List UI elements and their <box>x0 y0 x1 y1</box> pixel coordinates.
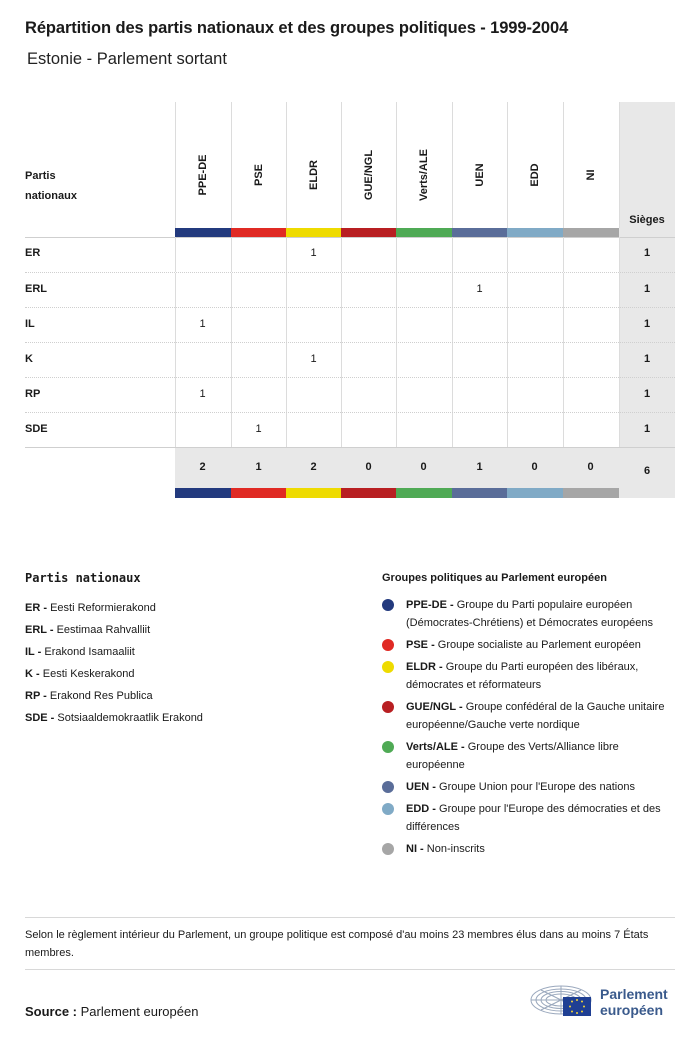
column-divider <box>175 378 176 413</box>
table-row <box>25 272 675 307</box>
party-code: K <box>25 353 33 365</box>
party-abbr: ERL - <box>25 624 54 636</box>
party-code: SDE <box>25 423 48 435</box>
group-total-color-bar <box>231 488 287 498</box>
group-total: 2 <box>199 461 206 473</box>
group-total: 1 <box>255 461 262 473</box>
group-color-bar <box>396 228 452 237</box>
column-divider <box>563 102 564 228</box>
group-header-label: UEN <box>473 163 486 187</box>
group-column-header <box>470 140 490 210</box>
column-divider <box>231 308 232 343</box>
source-value: Parlement européen <box>80 1004 199 1019</box>
group-color-dot-icon <box>382 781 394 793</box>
seat-cell: 1 <box>199 388 206 400</box>
column-divider <box>286 308 287 343</box>
column-divider <box>507 102 508 228</box>
divider <box>25 969 675 970</box>
column-divider <box>175 413 176 448</box>
column-divider <box>563 237 564 272</box>
political-group-item <box>382 658 677 694</box>
group-total-color-bar <box>175 488 231 498</box>
party-abbr: SDE - <box>25 712 55 724</box>
group-total: 1 <box>476 461 483 473</box>
group-color-dot-icon <box>382 843 394 855</box>
group-column-header <box>581 140 601 210</box>
party-name: Erakond Res Publica <box>49 690 153 702</box>
seat-cell: 1 <box>310 247 317 259</box>
group-total: 0 <box>365 461 372 473</box>
group-name: Groupe confédéral de la Gauche unitaire européenne/Gauche verte nordique <box>406 701 665 731</box>
column-divider <box>507 343 508 378</box>
page-subtitle: Estonie - Parlement sortant <box>27 50 227 68</box>
column-divider <box>507 378 508 413</box>
political-group-item <box>382 800 677 836</box>
column-divider <box>396 343 397 378</box>
column-divider <box>452 237 453 272</box>
column-divider <box>563 308 564 343</box>
column-divider <box>175 343 176 378</box>
party-abbr: K - <box>25 668 40 680</box>
seats-column-header: Sièges <box>629 214 665 226</box>
national-party-item <box>25 619 345 641</box>
party-name: Eesti Reformierakond <box>50 602 156 614</box>
group-color-bar <box>507 228 563 237</box>
group-color-dot-icon <box>382 701 394 713</box>
row-seats: 1 <box>643 388 651 400</box>
group-header-label: EDD <box>528 163 541 187</box>
divider <box>25 917 675 918</box>
column-divider <box>452 343 453 378</box>
group-name: Groupe du Parti populaire européen (Démocrates-Chrétiens) et Démocrates européens <box>406 599 653 629</box>
party-column-header: Partis nationaux <box>25 170 77 202</box>
column-divider <box>231 413 232 448</box>
group-total-color-bar <box>396 488 452 498</box>
group-name: Groupe Union pour l'Europe des nations <box>439 781 635 793</box>
group-total: 0 <box>420 461 427 473</box>
logo-line-2: européen <box>600 1002 664 1018</box>
group-color-dot-icon <box>382 639 394 651</box>
distribution-table <box>25 102 675 498</box>
page-title: Répartition des partis nationaux et des groupes politiques - 1999-2004 <box>25 19 569 37</box>
national-party-item <box>25 707 345 729</box>
group-color-bar <box>286 228 342 237</box>
seat-cell: 1 <box>476 283 483 295</box>
column-divider <box>452 308 453 343</box>
total-seats: 6 <box>643 465 651 477</box>
group-color-bar <box>341 228 397 237</box>
column-divider <box>341 378 342 413</box>
political-group-item <box>382 698 677 734</box>
column-divider <box>341 343 342 378</box>
group-column-header <box>304 140 324 210</box>
group-total: 0 <box>587 461 594 473</box>
group-abbr: UEN - <box>406 781 436 793</box>
column-divider <box>286 102 287 228</box>
column-divider <box>341 308 342 343</box>
column-divider <box>452 102 453 228</box>
column-divider <box>286 273 287 308</box>
group-color-bar <box>563 228 619 237</box>
column-divider <box>563 413 564 448</box>
column-divider <box>341 237 342 272</box>
group-name: Groupe du Parti européen des libéraux, démocrates et réformateurs <box>406 661 639 691</box>
column-divider <box>231 237 232 272</box>
group-header-label: PSE <box>252 163 265 187</box>
group-column-header <box>249 140 269 210</box>
column-divider <box>396 102 397 228</box>
group-name: Groupe pour l'Europe des démocraties et des différences <box>406 803 661 833</box>
row-seats: 1 <box>643 353 651 365</box>
seat-cell: 1 <box>310 353 317 365</box>
row-seats: 1 <box>643 247 651 259</box>
group-color-dot-icon <box>382 599 394 611</box>
party-code: ERL <box>25 283 47 295</box>
group-abbr: PSE - <box>406 639 435 651</box>
column-divider <box>619 102 620 228</box>
column-divider <box>396 308 397 343</box>
column-divider <box>507 308 508 343</box>
political-group-item <box>382 596 677 632</box>
column-divider <box>507 273 508 308</box>
group-abbr: ELDR - <box>406 661 443 673</box>
column-divider <box>396 413 397 448</box>
table-row <box>25 307 675 342</box>
group-total-color-bar <box>507 488 563 498</box>
column-divider <box>507 413 508 448</box>
party-abbr: RP - <box>25 690 47 702</box>
column-divider <box>396 378 397 413</box>
national-parties-list <box>25 597 345 729</box>
column-divider <box>231 343 232 378</box>
group-column-header <box>193 140 213 210</box>
rules-note: Selon le règlement intérieur du Parlement, un groupe politique est composé d'au moins 23 membres élus dans au moins 7 États membres. <box>25 929 649 959</box>
party-abbr: ER - <box>25 602 47 614</box>
group-name: Non-inscrits <box>426 843 485 855</box>
column-divider <box>175 308 176 343</box>
group-color-dot-icon <box>382 741 394 753</box>
column-divider <box>341 102 342 228</box>
political-group-item <box>382 738 677 774</box>
group-abbr: NI - <box>406 843 424 855</box>
party-name: Eestimaa Rahvalliit <box>56 624 151 636</box>
group-column-header <box>525 140 545 210</box>
column-divider <box>175 102 176 228</box>
column-divider <box>286 343 287 378</box>
table-row <box>25 237 675 272</box>
party-name: Erakond Isamaaliit <box>44 646 135 658</box>
party-name: Eesti Keskerakond <box>42 668 135 680</box>
group-total: 0 <box>531 461 538 473</box>
row-seats: 1 <box>643 283 651 295</box>
group-color-dot-icon <box>382 661 394 673</box>
row-seats: 1 <box>643 318 651 330</box>
group-name: Groupe socialiste au Parlement européen <box>437 639 641 651</box>
column-divider <box>563 378 564 413</box>
column-divider <box>563 343 564 378</box>
column-divider <box>452 378 453 413</box>
group-column-header <box>414 140 434 210</box>
group-abbr: GUE/NGL - <box>406 701 463 713</box>
column-divider <box>175 273 176 308</box>
national-party-item <box>25 663 345 685</box>
group-color-dot-icon <box>382 803 394 815</box>
seat-cell: 1 <box>255 423 262 435</box>
source-label: Source : <box>25 1004 78 1019</box>
political-groups-title: Groupes politiques au Parlement européen <box>382 572 607 584</box>
political-group-item <box>382 636 677 654</box>
logo-wordmark <box>600 986 668 1018</box>
column-divider <box>231 378 232 413</box>
group-header-label: GUE/NGL <box>362 149 375 201</box>
group-name: Groupe des Verts/Alliance libre européenne <box>406 741 619 771</box>
column-divider <box>231 102 232 228</box>
group-abbr: EDD - <box>406 803 436 815</box>
national-party-item <box>25 685 345 707</box>
column-divider <box>286 237 287 272</box>
party-code: IL <box>25 318 35 330</box>
column-divider <box>396 273 397 308</box>
column-divider <box>286 413 287 448</box>
column-divider <box>563 273 564 308</box>
group-total-color-bar <box>563 488 619 498</box>
group-abbr: PPE-DE - <box>406 599 454 611</box>
party-abbr: IL - <box>25 646 42 658</box>
group-total-color-bar <box>341 488 397 498</box>
table-row <box>25 412 675 447</box>
column-divider <box>452 273 453 308</box>
political-groups-list <box>382 596 677 862</box>
group-total: 2 <box>310 461 317 473</box>
table-row <box>25 342 675 377</box>
column-divider <box>452 413 453 448</box>
table-row <box>25 377 675 412</box>
political-group-item <box>382 778 677 796</box>
source-line <box>25 1004 198 1019</box>
party-code: RP <box>25 388 41 400</box>
totals-rule <box>25 447 675 448</box>
column-divider <box>231 273 232 308</box>
group-header-label: Verts/ALE <box>417 149 430 201</box>
group-header-label: NI <box>584 169 597 181</box>
group-header-label: PPE-DE <box>196 154 209 196</box>
column-divider <box>341 273 342 308</box>
group-total-color-bar <box>286 488 342 498</box>
party-code: ER <box>25 247 41 259</box>
logo-line-1: Parlement <box>600 986 668 1002</box>
column-divider <box>286 378 287 413</box>
political-group-item <box>382 840 677 858</box>
group-column-header <box>359 140 379 210</box>
row-seats: 1 <box>643 423 651 435</box>
group-color-bar <box>231 228 287 237</box>
national-party-item <box>25 597 345 619</box>
group-header-label: ELDR <box>307 160 320 190</box>
group-total-color-bar <box>452 488 508 498</box>
national-parties-title: Partis nationaux <box>25 571 141 585</box>
seat-cell: 1 <box>199 318 206 330</box>
column-divider <box>341 413 342 448</box>
group-color-bar <box>175 228 231 237</box>
column-divider <box>507 237 508 272</box>
column-divider <box>396 237 397 272</box>
group-abbr: Verts/ALE - <box>406 741 465 753</box>
group-color-bar <box>452 228 508 237</box>
column-divider <box>175 237 176 272</box>
national-party-item <box>25 641 345 663</box>
party-name: Sotsiaaldemokraatlik Erakond <box>57 712 203 724</box>
